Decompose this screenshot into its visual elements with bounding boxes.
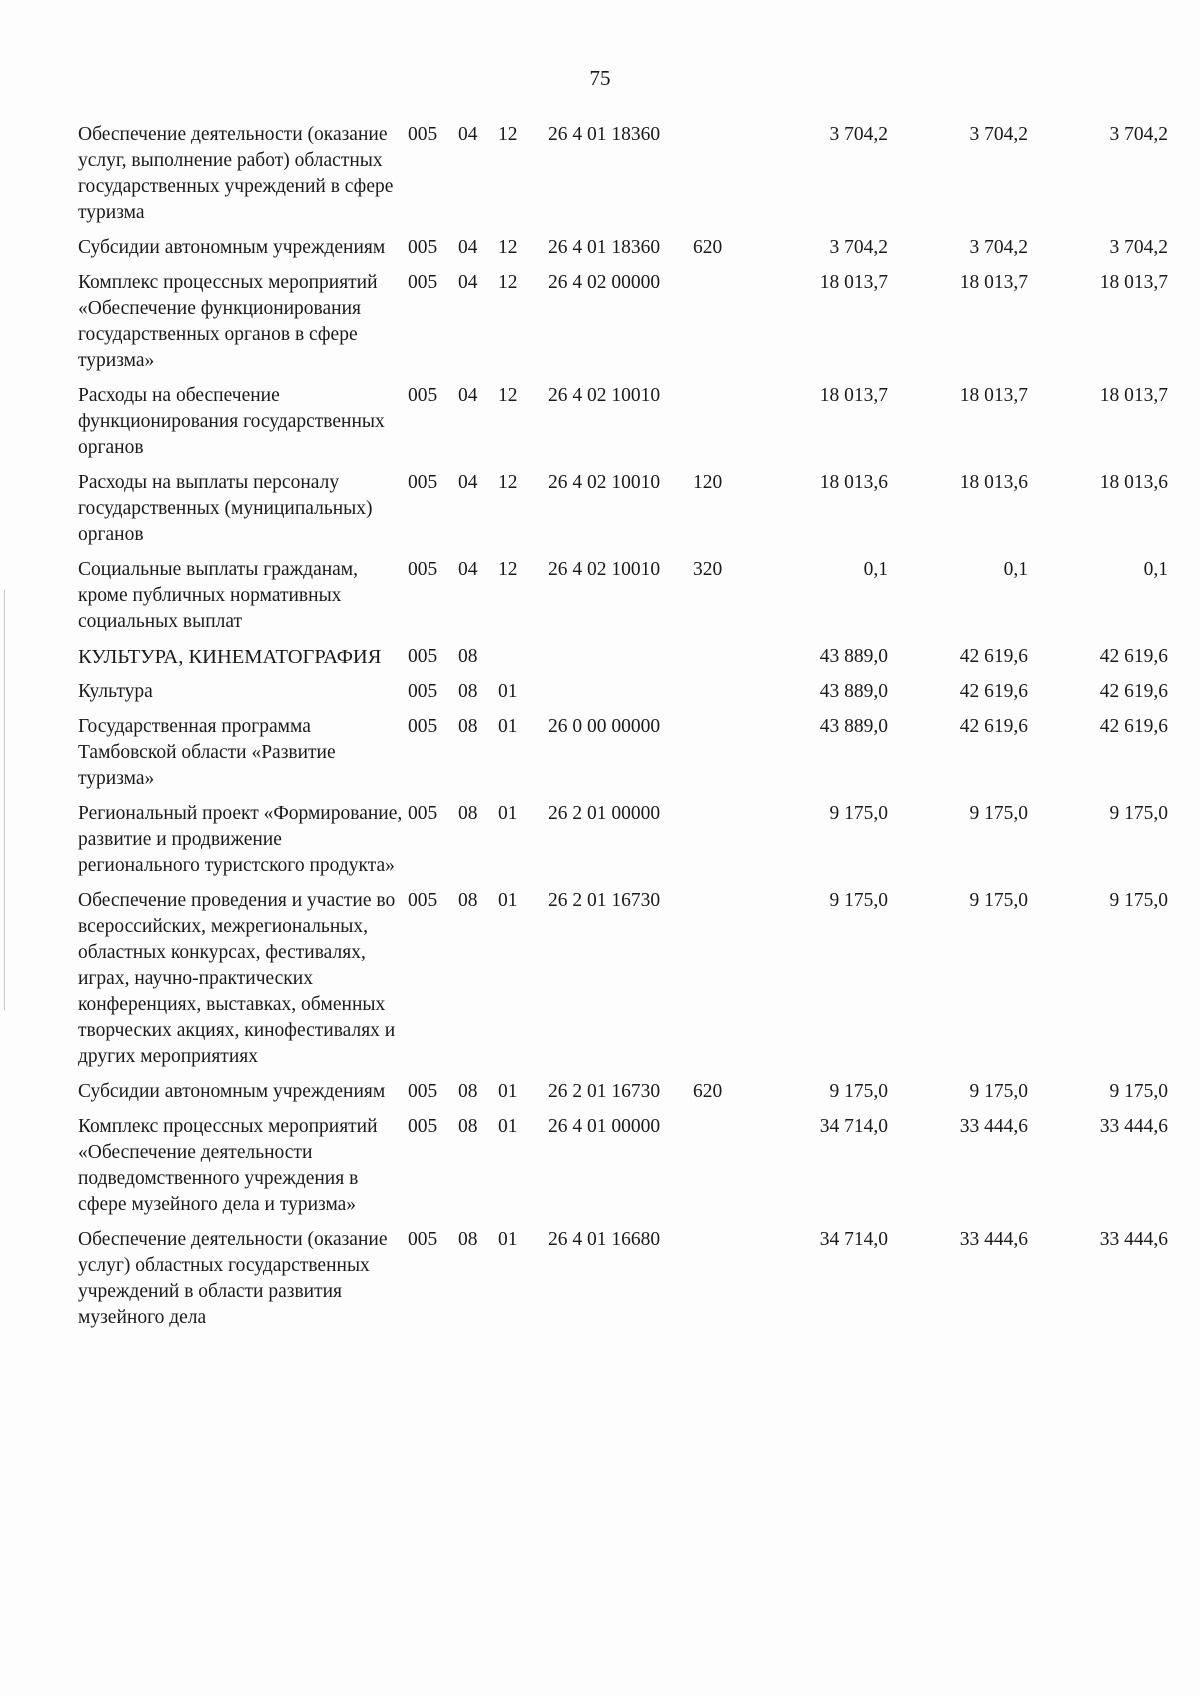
row-grbs-code: 005 [408, 1081, 438, 1102]
row-amount-year-2: 42 619,6 [959, 716, 1028, 737]
row-amount-year-3: 33 444,6 [1099, 1116, 1168, 1137]
row-grbs-code: 005 [408, 385, 438, 406]
row-expense-type-code [693, 714, 758, 801]
row-section-code: 08 [458, 1081, 478, 1102]
row-grbs-code: 005 [408, 472, 438, 493]
row-grbs-code: 005 [408, 1116, 438, 1137]
row-subsection-code: 12 [498, 237, 518, 258]
row-amount-year-1: 0,1 [863, 559, 888, 580]
row-target-article-code: 26 4 01 00000 [548, 1116, 661, 1137]
row-subsection-code: 12 [498, 124, 518, 145]
row-target-article-code [548, 644, 693, 679]
row-name: Обеспечение деятельности (оказание услуг, выполнение работ) областных государственных учреждений в сфере туризма [78, 124, 394, 223]
row-amount-year-3: 9 175,0 [1109, 1081, 1168, 1102]
row-name: КУЛЬТУРА, КИНЕМАТОГРАФИЯ [78, 646, 382, 668]
row-target-article-code: 26 4 02 00000 [548, 272, 661, 293]
row-amount-year-2: 0,1 [1003, 559, 1028, 580]
row-subsection-code: 12 [498, 559, 518, 580]
table-row [78, 122, 1168, 235]
page-number: 75 [589, 66, 611, 90]
scan-edge-mark [4, 590, 5, 1010]
row-section-code: 04 [458, 237, 478, 258]
table-row [78, 714, 1168, 801]
table-row [78, 470, 1168, 557]
row-target-article-code: 26 0 00 00000 [548, 716, 661, 737]
row-amount-year-1: 18 013,6 [819, 472, 888, 493]
row-amount-year-3: 42 619,6 [1099, 646, 1168, 667]
row-grbs-code: 005 [408, 681, 438, 702]
row-name: Государственная программа Тамбовской области «Развитие туризма» [78, 716, 336, 789]
row-amount-year-2: 33 444,6 [959, 1229, 1028, 1250]
row-expense-type-code [693, 270, 758, 383]
table-row [78, 679, 1168, 714]
row-expense-type-code: 620 [693, 237, 723, 258]
row-expense-type-code: 620 [693, 1081, 723, 1102]
row-target-article-code: 26 2 01 16730 [548, 890, 661, 911]
row-amount-year-2: 18 013,7 [959, 385, 1028, 406]
row-name: Культура [78, 681, 153, 702]
row-grbs-code: 005 [408, 124, 438, 145]
row-target-article-code: 26 4 02 10010 [548, 385, 661, 406]
row-grbs-code: 005 [408, 646, 438, 667]
row-subsection-code: 01 [498, 890, 518, 911]
row-name: Комплекс процессных мероприятий «Обеспечение деятельности подведомственного учреждения в сфере музейного дела и туризма» [78, 1116, 378, 1215]
row-grbs-code: 005 [408, 272, 438, 293]
row-amount-year-1: 9 175,0 [829, 890, 888, 911]
row-amount-year-2: 33 444,6 [959, 1116, 1028, 1137]
table-row [78, 557, 1168, 644]
row-amount-year-2: 9 175,0 [969, 1081, 1028, 1102]
row-amount-year-3: 42 619,6 [1099, 716, 1168, 737]
row-amount-year-1: 3 704,2 [829, 237, 888, 258]
row-amount-year-3: 18 013,6 [1099, 472, 1168, 493]
row-section-code: 08 [458, 803, 478, 824]
row-name: Субсидии автономным учреждениям [78, 1081, 386, 1102]
row-expense-type-code [693, 383, 758, 470]
row-subsection-code: 01 [498, 1229, 518, 1250]
table-row [78, 270, 1168, 383]
row-name: Расходы на обеспечение функционирования государственных органов [78, 385, 385, 458]
row-expense-type-code [693, 122, 758, 235]
table-row [78, 383, 1168, 470]
budget-table-body [78, 122, 1168, 1340]
row-section-code: 08 [458, 716, 478, 737]
row-target-article-code: 26 4 02 10010 [548, 472, 661, 493]
row-target-article-code: 26 4 02 10010 [548, 559, 661, 580]
row-amount-year-2: 18 013,7 [959, 272, 1028, 293]
row-amount-year-3: 42 619,6 [1099, 681, 1168, 702]
row-subsection-code: 01 [498, 1116, 518, 1137]
row-section-code: 04 [458, 124, 478, 145]
row-grbs-code: 005 [408, 803, 438, 824]
row-expense-type-code [693, 1227, 758, 1340]
row-grbs-code: 005 [408, 1229, 438, 1250]
row-amount-year-2: 9 175,0 [969, 803, 1028, 824]
row-amount-year-1: 9 175,0 [829, 1081, 888, 1102]
row-amount-year-1: 18 013,7 [819, 385, 888, 406]
row-name: Обеспечение деятельности (оказание услуг) областных государственных учреждений в области развития музейного дела [78, 1229, 388, 1328]
row-amount-year-3: 9 175,0 [1109, 803, 1168, 824]
row-amount-year-2: 3 704,2 [969, 237, 1028, 258]
row-expense-type-code [693, 679, 758, 714]
row-amount-year-3: 0,1 [1143, 559, 1168, 580]
row-amount-year-1: 34 714,0 [819, 1116, 888, 1137]
row-subsection-code: 12 [498, 472, 518, 493]
row-subsection-code: 12 [498, 385, 518, 406]
row-amount-year-2: 3 704,2 [969, 124, 1028, 145]
row-amount-year-3: 9 175,0 [1109, 890, 1168, 911]
row-amount-year-2: 42 619,6 [959, 681, 1028, 702]
row-expense-type-code: 120 [693, 472, 723, 493]
row-name: Субсидии автономным учреждениям [78, 237, 386, 258]
row-target-article-code: 26 4 01 18360 [548, 237, 661, 258]
row-section-code: 08 [458, 1116, 478, 1137]
row-target-article-code: 26 2 01 16730 [548, 1081, 661, 1102]
row-amount-year-1: 43 889,0 [819, 716, 888, 737]
row-name: Комплекс процессных мероприятий «Обеспечение функционирования государственных органов в сфере туризма» [78, 272, 378, 371]
row-grbs-code: 005 [408, 237, 438, 258]
row-target-article-code: 26 4 01 18360 [548, 124, 661, 145]
row-amount-year-2: 9 175,0 [969, 890, 1028, 911]
row-section-code: 08 [458, 646, 478, 667]
row-subsection-code: 01 [498, 1081, 518, 1102]
row-section-code: 08 [458, 681, 478, 702]
table-row [78, 1114, 1168, 1227]
row-section-code: 08 [458, 890, 478, 911]
row-amount-year-3: 33 444,6 [1099, 1229, 1168, 1250]
row-name: Социальные выплаты гражданам, кроме публичных нормативных социальных выплат [78, 559, 359, 632]
row-amount-year-1: 9 175,0 [829, 803, 888, 824]
row-grbs-code: 005 [408, 890, 438, 911]
row-grbs-code: 005 [408, 716, 438, 737]
row-amount-year-3: 18 013,7 [1099, 385, 1168, 406]
row-target-article-code: 26 4 01 16680 [548, 1229, 661, 1250]
row-grbs-code: 005 [408, 559, 438, 580]
table-row [78, 1079, 1168, 1114]
row-section-code: 04 [458, 272, 478, 293]
row-section-code: 04 [458, 472, 478, 493]
table-row [78, 1227, 1168, 1340]
row-amount-year-3: 3 704,2 [1109, 237, 1168, 258]
row-amount-year-1: 34 714,0 [819, 1229, 888, 1250]
row-name: Обеспечение проведения и участие во всероссийских, межрегиональных, областных конкурсах, фестивалях, играх, научно-практических конференциях, выставках, обменных творческих акциях, кинофестивалях и других мероприятиях [78, 890, 396, 1067]
row-subsection-code: 01 [498, 681, 518, 702]
budget-table [78, 122, 1168, 1340]
row-amount-year-1: 18 013,7 [819, 272, 888, 293]
row-amount-year-2: 42 619,6 [959, 646, 1028, 667]
row-amount-year-1: 3 704,2 [829, 124, 888, 145]
row-target-article-code [548, 679, 693, 714]
table-row [78, 235, 1168, 270]
row-section-code: 04 [458, 559, 478, 580]
row-subsection-code: 01 [498, 716, 518, 737]
row-amount-year-1: 43 889,0 [819, 681, 888, 702]
row-subsection-code: 12 [498, 272, 518, 293]
row-name: Расходы на выплаты персоналу государственных (муниципальных) органов [78, 472, 373, 545]
row-amount-year-3: 18 013,7 [1099, 272, 1168, 293]
row-amount-year-2: 18 013,6 [959, 472, 1028, 493]
row-amount-year-3: 3 704,2 [1109, 124, 1168, 145]
row-section-code: 04 [458, 385, 478, 406]
row-expense-type-code: 320 [693, 559, 723, 580]
row-target-article-code: 26 2 01 00000 [548, 803, 661, 824]
row-name: Региональный проект «Формирование, развитие и продвижение регионального туристского продукта» [78, 803, 403, 876]
row-expense-type-code [693, 888, 758, 1079]
row-expense-type-code [693, 1114, 758, 1227]
row-section-code: 08 [458, 1229, 478, 1250]
table-row [78, 644, 1168, 679]
row-amount-year-1: 43 889,0 [819, 646, 888, 667]
row-expense-type-code [693, 644, 758, 679]
row-expense-type-code [693, 801, 758, 888]
table-row [78, 888, 1168, 1079]
row-subsection-code: 01 [498, 803, 518, 824]
row-subsection-code [498, 644, 548, 679]
table-row [78, 801, 1168, 888]
